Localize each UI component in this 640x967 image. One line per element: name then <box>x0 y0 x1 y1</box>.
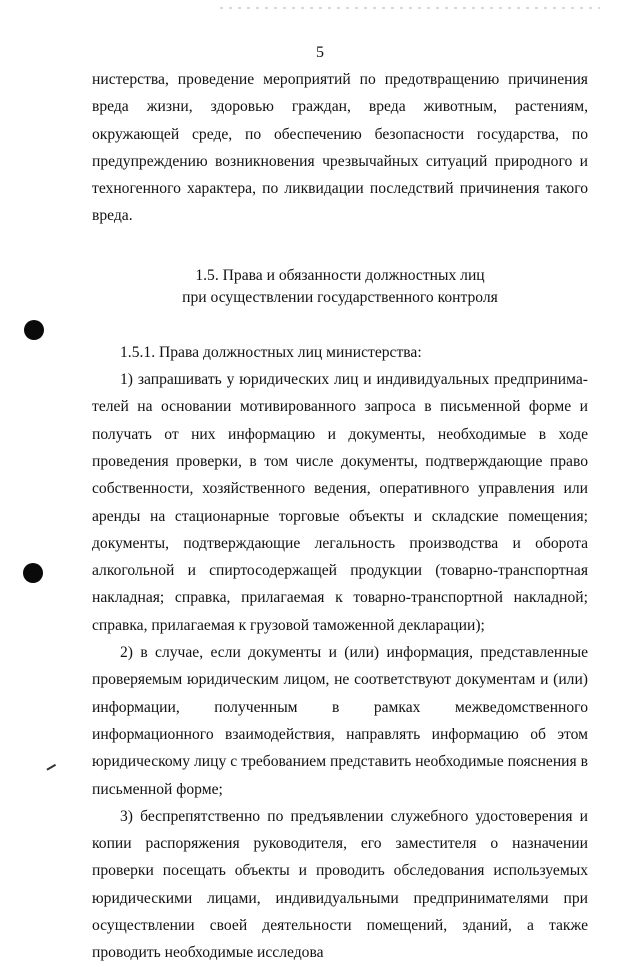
section-heading <box>92 265 588 309</box>
pen-mark-icon <box>46 764 57 773</box>
scan-artifact-line <box>220 7 600 9</box>
list-item: 3) беспрепятственно по предъявлении служебного удостоверения и копии распоряжения руководителя, его заместителя о назначении проверки посещать объекты и проводить обследования используемых юридическими лицами, индивидуальными предпринимателями при осуществлении своей деятельности помещений, зданий, а также проводить необходимые исследова <box>92 807 588 962</box>
list-item: 2) в случае, если документы и (или) информация, представленные проверяемым юридическим лицом, не соответствуют документам и (или) информации, полученным в рамках межведомственного информационного взаимодействия, направлять информацию об этом юридическому лицу с требованием представить необходимые пояснения в письменной форме; <box>92 644 588 798</box>
list-item: 1) запрашивать у юридических лиц и индивидуальных предпринимателей на основании мотивированного запроса в письменной форме и получать от них информацию и документы, необходимые в ходе проведения проверки, в том числе документы, подтверждающие право собственности, хозяйственного ведения, оперативного управления или аренды на стационарные торговые объекты и складские помещения; документы, подтверждающие легальность производства и оборота алкогольной и спиртосодержащей продукции (товарно-транспортная накладная; справка, прилагаемая к товарно-транспортной накладной; справка, прилагаемая к грузовой таможенной декларации); <box>92 371 588 634</box>
section-heading-line-1: 1.5. Права и обязанности должностных лиц <box>195 266 485 284</box>
document-body <box>92 66 588 967</box>
subsection-title: 1.5.1. Права должностных лиц министерства: <box>120 343 422 361</box>
intro-paragraph: нистерства, проведение мероприятий по предотвращению причинения вреда жизни, здоровью граждан, вреда животным, растениям, окружающей среде, по обеспечению безопасности государства, по предупреждению возникновения чрезвычайных ситуаций природного и техногенного характера, по ликвидации последствий причинения такого вреда. <box>92 71 588 225</box>
page-number: 5 <box>316 44 324 61</box>
section-heading-line-2: при осуществлении государственного контроля <box>182 288 498 306</box>
punch-hole-icon <box>24 320 44 340</box>
punch-hole-icon <box>23 563 43 583</box>
